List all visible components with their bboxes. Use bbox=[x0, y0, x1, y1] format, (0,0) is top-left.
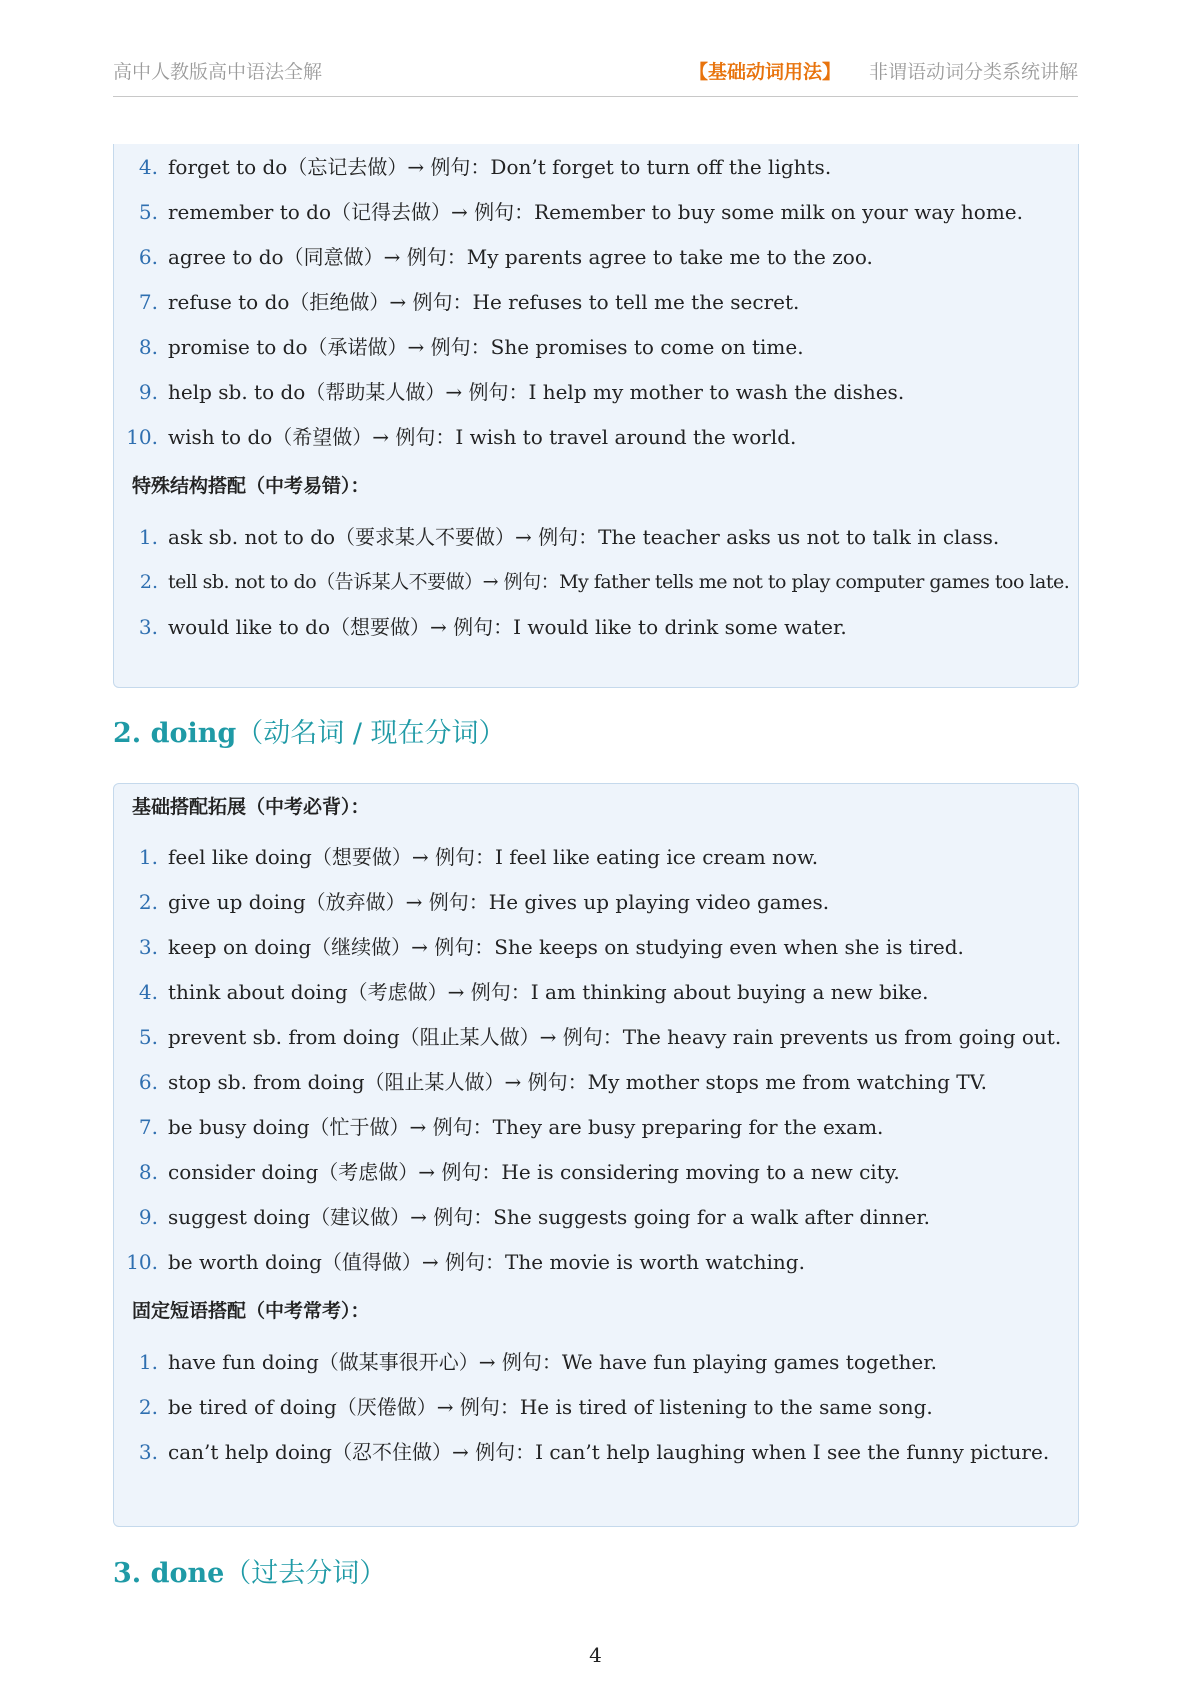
list-item: 9. suggest doing（建议做）→ 例句：She suggests going for a walk after dinner. bbox=[138, 1205, 931, 1229]
header-chapter-tag: 【基础动词用法】 bbox=[688, 60, 841, 83]
list-item: 6. agree to do（同意做）→ 例句：My parents agree to take me to the zoo. bbox=[138, 245, 873, 269]
list-item: 10. be worth doing（值得做）→ 例句：The movie is worth watching. bbox=[126, 1250, 805, 1274]
section-heading-done: 3. done（过去分词） bbox=[113, 1558, 387, 1589]
header-book-title: 高中人教版高中语法全解 bbox=[113, 60, 323, 83]
list-item: 3. can’t help doing（忍不住做）→ 例句：I can’t help laughing when I see the funny picture. bbox=[138, 1440, 1050, 1464]
list-item: 1. ask sb. not to do（要求某人不要做）→ 例句：The teacher asks us not to talk in class. bbox=[138, 525, 1000, 549]
header-section-title: 非谓语动词分类系统讲解 bbox=[868, 60, 1078, 83]
infinitive-list-box bbox=[113, 144, 1079, 688]
list-item: 4. forget to do（忘记去做）→ 例句：Don’t forget to turn off the lights. bbox=[138, 155, 832, 179]
list-item: 7. refuse to do（拒绝做）→ 例句：He refuses to tell me the secret. bbox=[138, 290, 800, 314]
subheading-special-structures: 特殊结构搭配（中考易错）： bbox=[132, 475, 370, 497]
list-item: 1. have fun doing（做某事很开心）→ 例句：We have fun playing games together. bbox=[138, 1350, 937, 1374]
list-item: 3. keep on doing（继续做）→ 例句：She keeps on studying even when she is tired. bbox=[138, 935, 964, 959]
subheading-fixed-phrases: 固定短语搭配（中考常考）： bbox=[132, 1300, 370, 1322]
list-item: 7. be busy doing（忙于做）→ 例句：They are busy preparing for the exam. bbox=[138, 1115, 884, 1139]
list-item: 3. would like to do（想要做）→ 例句：I would like to drink some water. bbox=[138, 615, 847, 639]
list-item: 10. wish to do（希望做）→ 例句：I wish to travel around the world. bbox=[126, 425, 797, 449]
gerund-list-box bbox=[113, 783, 1079, 1527]
list-item: 2. give up doing（放弃做）→ 例句：He gives up playing video games. bbox=[138, 890, 830, 914]
list-item: 1. feel like doing（想要做）→ 例句：I feel like eating ice cream now. bbox=[138, 845, 819, 869]
subheading-basic-collocations: 基础搭配拓展（中考必背）： bbox=[132, 796, 370, 818]
list-item: 8. consider doing（考虑做）→ 例句：He is considering moving to a new city. bbox=[138, 1160, 900, 1184]
list-item: 9. help sb. to do（帮助某人做）→ 例句：I help my mother to wash the dishes. bbox=[138, 380, 905, 404]
section-heading-doing: 2. doing（动名词 / 现在分词） bbox=[113, 718, 506, 749]
list-item: 4. think about doing（考虑做）→ 例句：I am thinking about buying a new bike. bbox=[138, 980, 929, 1004]
list-item: 2. be tired of doing（厌倦做）→ 例句：He is tired of listening to the same song. bbox=[138, 1395, 933, 1419]
list-item: 8. promise to do（承诺做）→ 例句：She promises to come on time. bbox=[138, 335, 804, 359]
list-item: 5. prevent sb. from doing（阻止某人做）→ 例句：The heavy rain prevents us from going out. bbox=[138, 1025, 1062, 1049]
header-right bbox=[689, 57, 1078, 84]
page-header bbox=[113, 44, 1078, 97]
list-item: 2. tell sb. not to do（告诉某人不要做）→ 例句：My father tells me not to play computer games too late. bbox=[139, 571, 1070, 593]
page-number: 4 bbox=[589, 1643, 602, 1667]
list-item: 6. stop sb. from doing（阻止某人做）→ 例句：My mother stops me from watching TV. bbox=[138, 1070, 987, 1094]
list-item: 5. remember to do（记得去做）→ 例句：Remember to buy some milk on your way home. bbox=[138, 200, 1023, 224]
